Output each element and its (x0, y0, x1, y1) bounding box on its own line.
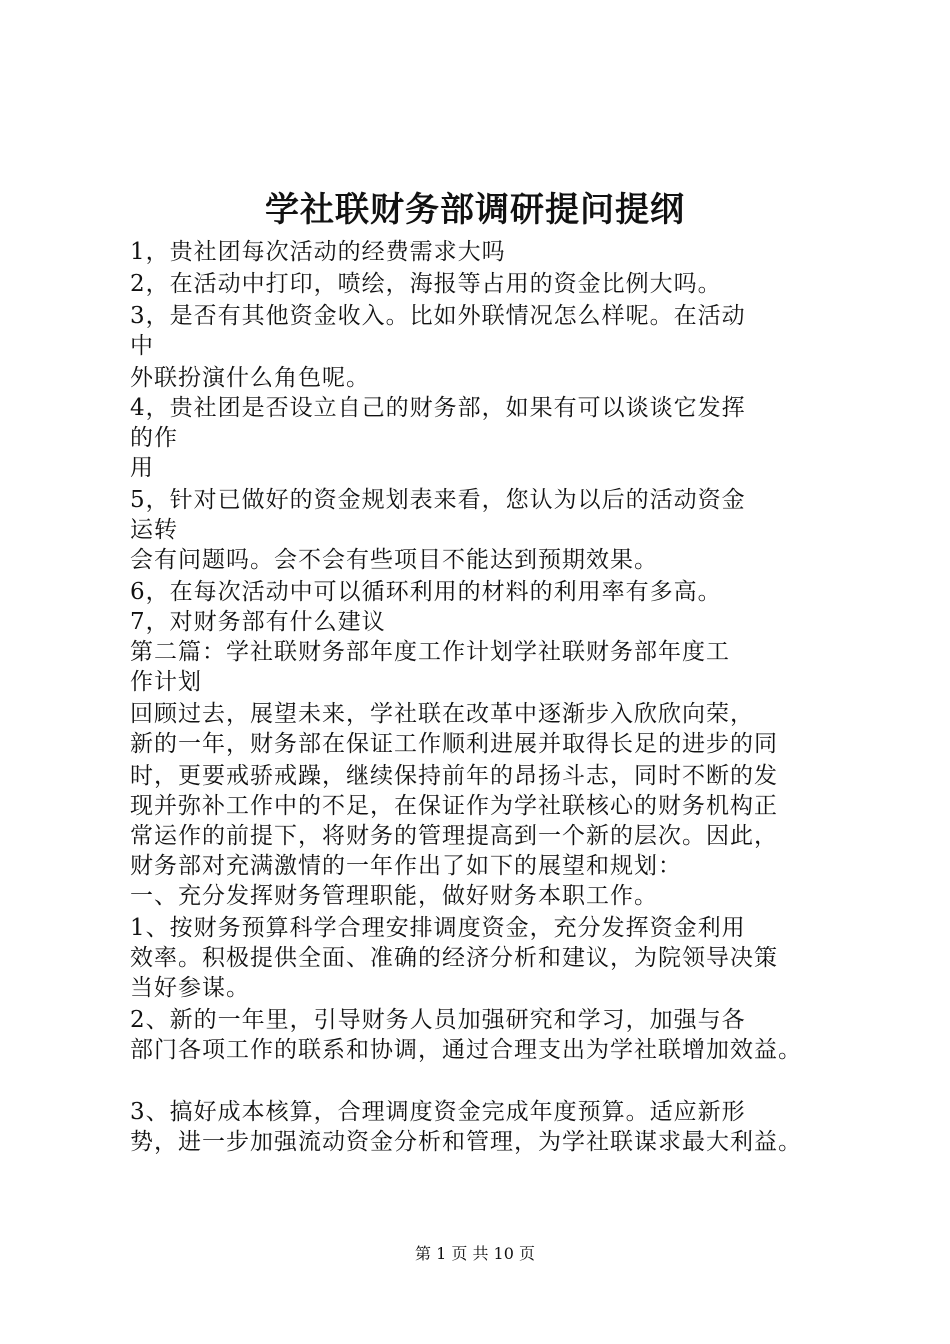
text-line: 4，贵社团是否设立自己的财务部，如果有可以谈谈它发挥 (130, 395, 746, 421)
text-line: 势，进一步加强流动资金分析和管理，为学社联谋求最大利益。 (130, 1129, 802, 1155)
text-line: 第二篇：学社联财务部年度工作计划学社联财务部年度工 (130, 639, 730, 665)
text-line: 效率。积极提供全面、准确的经济分析和建议，为院领导决策 (130, 945, 778, 971)
text-line: 2、新的一年里，引导财务人员加强研究和学习，加强与各 (130, 1007, 746, 1033)
text-line: 当好参谋。 (130, 975, 250, 1001)
text-line: 一、充分发挥财务管理职能，做好财务本职工作。 (130, 883, 658, 909)
text-line: 运转 (130, 517, 178, 543)
document-title: 学社联财务部调研提问提纲 (265, 190, 685, 230)
text-line: 财务部对充满激情的一年作出了如下的展望和规划： (130, 853, 682, 879)
text-line: 3、搞好成本核算，合理调度资金完成年度预算。适应新形 (130, 1099, 746, 1125)
text-line: 用 (130, 455, 154, 481)
text-line: 作计划 (130, 669, 202, 695)
text-line: 6，在每次活动中可以循环利用的材料的利用率有多高。 (130, 579, 722, 605)
text-line: 新的一年，财务部在保证工作顺利进展并取得长足的进步的同 (130, 731, 778, 757)
text-line: 现并弥补工作中的不足，在保证作为学社联核心的财务机构正 (130, 793, 778, 819)
text-line: 2，在活动中打印，喷绘，海报等占用的资金比例大吗。 (130, 271, 722, 297)
text-line: 1、按财务预算科学合理安排调度资金，充分发挥资金利用 (130, 915, 746, 941)
text-line: 1，贵社团每次活动的经费需求大吗 (130, 239, 506, 265)
text-line: 中 (130, 333, 154, 359)
text-line: 3，是否有其他资金收入。比如外联情况怎么样呢。在活动 (130, 303, 746, 329)
text-line: 时，更要戒骄戒躁，继续保持前年的昂扬斗志，同时不断的发 (130, 763, 778, 789)
text-line: 会有问题吗。会不会有些项目不能达到预期效果。 (130, 547, 658, 573)
text-line: 的作 (130, 425, 178, 451)
page-footer: 第 1 页 共 10 页 (415, 1244, 535, 1263)
text-line: 7，对财务部有什么建议 (130, 609, 386, 635)
text-line: 5，针对已做好的资金规划表来看，您认为以后的活动资金 (130, 487, 746, 513)
text-line: 外联扮演什么角色呢。 (130, 365, 370, 391)
text-line: 回顾过去，展望未来，学社联在改革中逐渐步入欣欣向荣， (130, 701, 754, 727)
text-line: 部门各项工作的联系和协调，通过合理支出为学社联增加效益。 (130, 1037, 802, 1063)
text-line: 常运作的前提下，将财务的管理提高到一个新的层次。因此， (130, 823, 778, 849)
